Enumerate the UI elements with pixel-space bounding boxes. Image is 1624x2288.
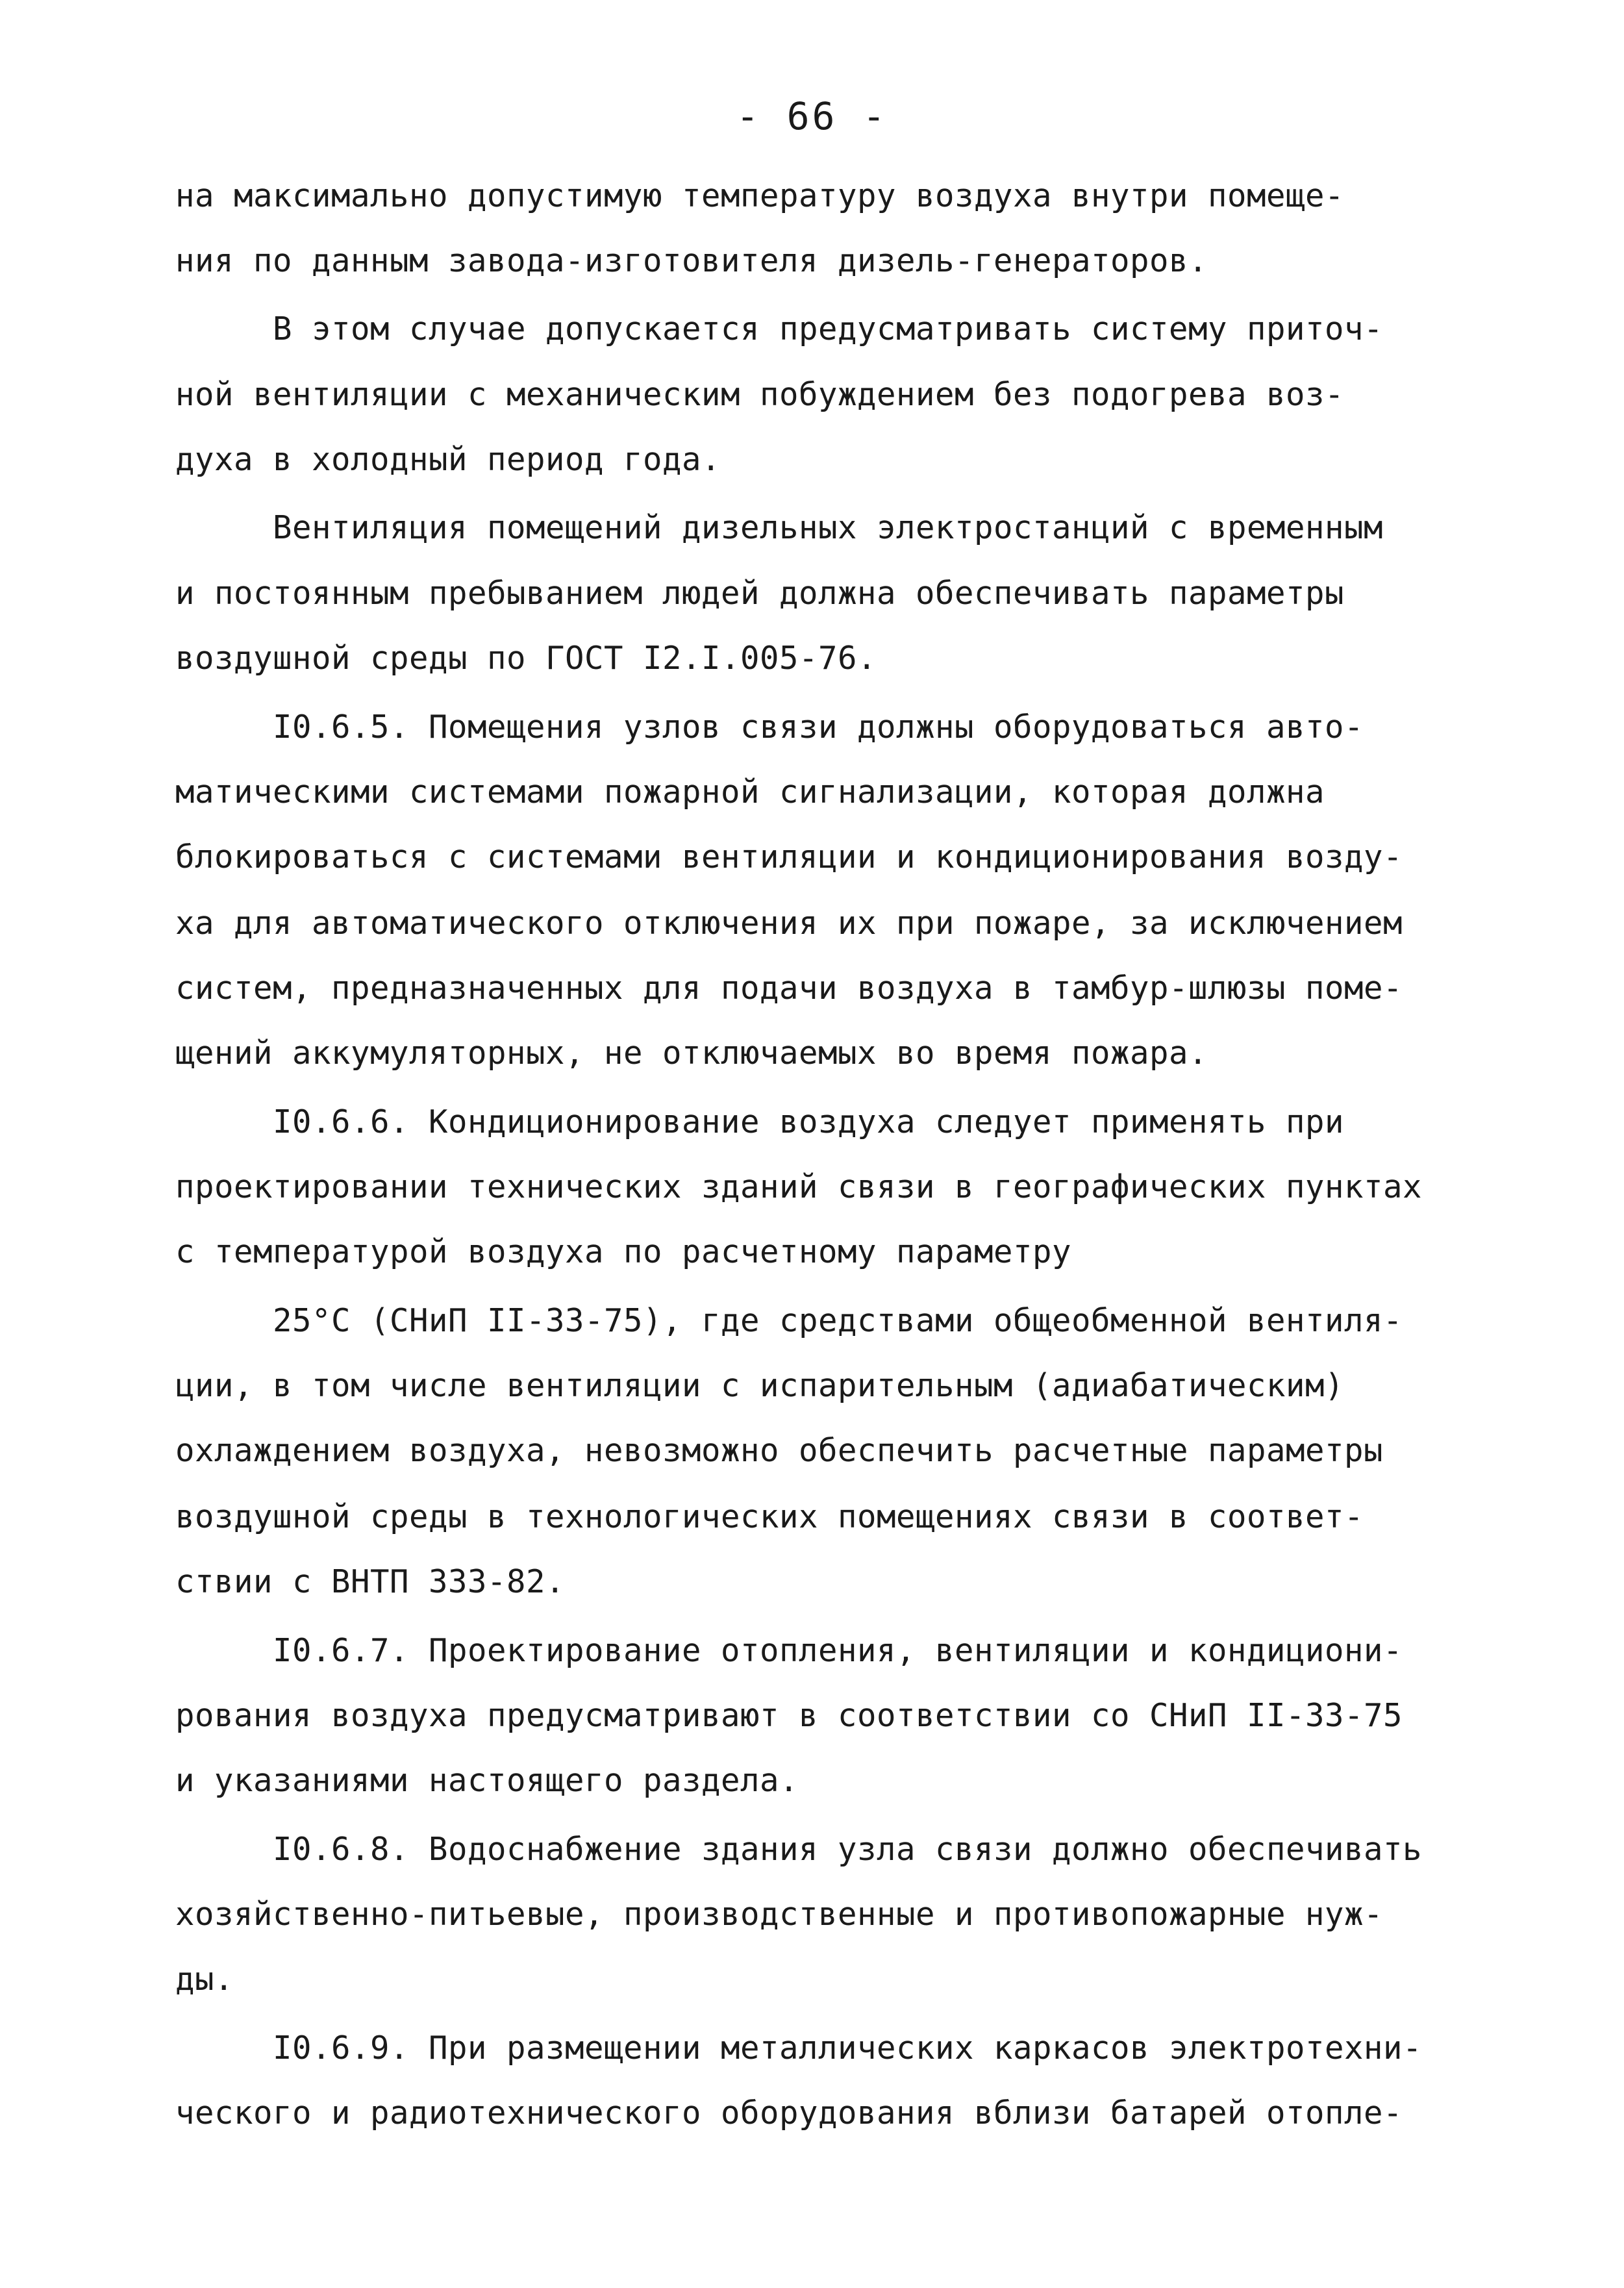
text-line: ды. — [175, 1961, 234, 1998]
text-line: воздушной среды в технологических помещениях связи в соответ- — [175, 1498, 1364, 1535]
text-line: воздушной среды по ГОСТ I2.I.005-76. — [175, 640, 877, 677]
text-line: охлаждением воздуха, невозможно обеспечить расчетные параметры — [175, 1432, 1384, 1469]
text-line: хозяйственно-питьевые, производственные и противопожарные нуж- — [175, 1896, 1384, 1933]
text-line: I0.6.9. При размещении металлических каркасов электротехни- — [273, 2030, 1423, 2067]
text-line: проектировании технических зданий связи в географических пунктах — [175, 1168, 1423, 1205]
text-line: I0.6.6. Кондиционирование воздуха следует применять при — [273, 1103, 1345, 1140]
text-line: I0.6.8. Водоснабжение здания узла связи должно обеспечивать — [273, 1831, 1423, 1868]
text-line: и указаниями настоящего раздела. — [175, 1762, 799, 1799]
text-line: ния по данным завода-изготовителя дизель-генераторов. — [175, 242, 1208, 279]
text-line: Вентиляция помещений дизельных электростанций с временным — [273, 509, 1384, 546]
text-line: ствии с ВНТП 333-82. — [175, 1563, 566, 1600]
text-line: 25°С (СНиП II-33-75), где средствами общеобменной вентиля- — [273, 1302, 1403, 1339]
text-line: В этом случае допускается предусматривать систему приточ- — [273, 310, 1384, 347]
text-line: блокироваться с системами вентиляции и кондиционирования возду- — [175, 838, 1403, 875]
text-line: ха для автоматического отключения их при пожаре, за исключением — [175, 905, 1403, 942]
text-line: ции, в том числе вентиляции с испарительным (адиабатическим) — [175, 1367, 1345, 1404]
text-line: систем, предназначенных для подачи воздуха в тамбур-шлюзы поме- — [175, 970, 1403, 1007]
text-line: I0.6.7. Проектирование отопления, вентиляции и кондициони- — [273, 1632, 1403, 1669]
text-line: щений аккумуляторных, не отключаемых во время пожара. — [175, 1035, 1208, 1072]
text-line: с температурой воздуха по расчетному параметру — [175, 1233, 1072, 1270]
text-line: матическими системами пожарной сигнализации, которая должна — [175, 773, 1325, 811]
text-line: ной вентиляции с механическим побуждением без подогрева воз- — [175, 376, 1345, 413]
text-line: духа в холодный период года. — [175, 441, 721, 478]
text-line: рования воздуха предусматривают в соответствии со СНиП II-33-75 — [175, 1697, 1403, 1734]
text-line: и постоянным пребыванием людей должна обеспечивать параметры — [175, 575, 1345, 612]
text-line: ческого и радиотехнического оборудования вблизи батарей отопле- — [175, 2094, 1403, 2131]
text-line: I0.6.5. Помещения узлов связи должны оборудоваться авто- — [273, 709, 1364, 746]
page-number: - 66 - — [736, 94, 888, 138]
text-line: на максимально допустимую температуру воздуха внутри помеще- — [175, 177, 1345, 214]
